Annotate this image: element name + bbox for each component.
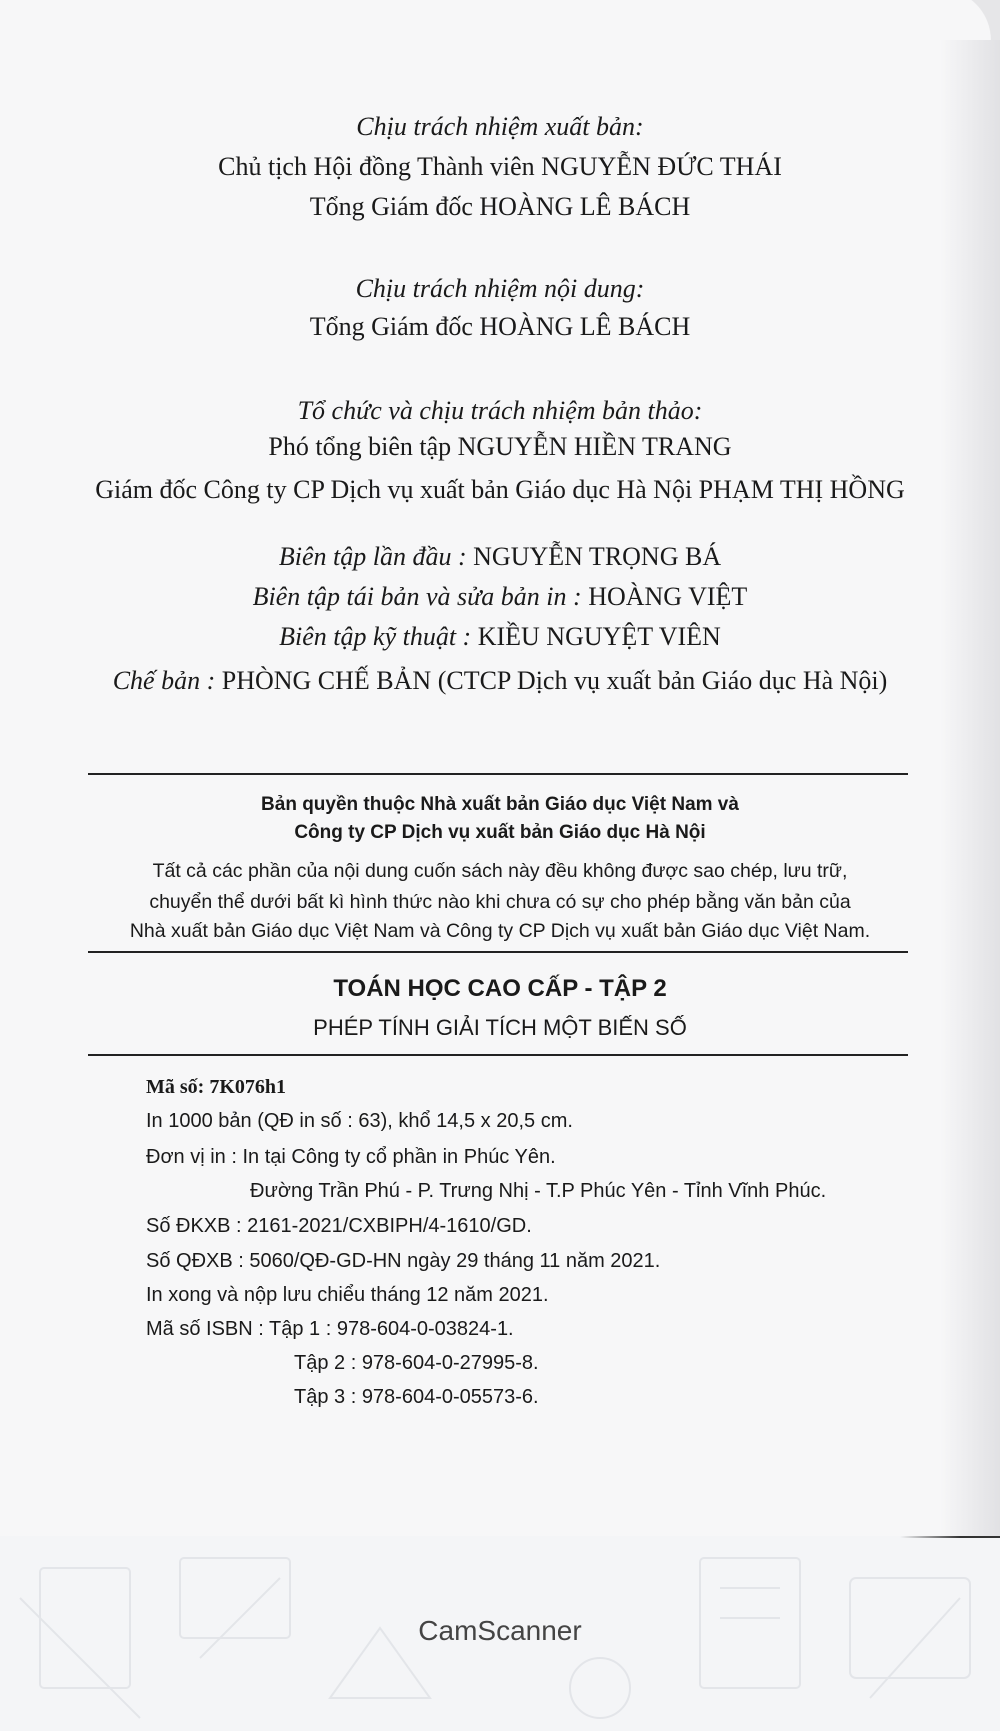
editor-reprint xyxy=(0,582,1000,612)
manuscript-heading: Tổ chức và chịu trách nhiệm bản thảo: xyxy=(297,396,703,425)
divider-top xyxy=(88,773,908,775)
publisher-director: Tổng Giám đốc HOÀNG LÊ BÁCH xyxy=(309,192,691,221)
isbn-volume-3: Tập 3 : 978-604-0-05573-6. xyxy=(294,1386,539,1408)
registration-number: Số ĐKXB : 2161-2021/CXBIPH/4-1610/GD. xyxy=(146,1215,532,1237)
book-code: Mã số: 7K076h1 xyxy=(146,1076,286,1098)
divider-bottom xyxy=(88,1054,908,1056)
editor-typesetting-role: Chế bản : xyxy=(112,666,216,695)
page-corner xyxy=(940,0,1000,40)
editor-technical-role: Biên tập kỹ thuật : xyxy=(279,622,472,651)
book-title: TOÁN HỌC CAO CẤP - TẬP 2 xyxy=(333,975,667,1002)
book-subtitle: PHÉP TÍNH GIẢI TÍCH MỘT BIẾN SỐ xyxy=(313,1015,687,1040)
manuscript-deputy-editor: Phó tổng biên tập NGUYỄN HIỀN TRANG xyxy=(268,432,732,461)
divider-middle xyxy=(88,951,908,953)
manuscript-company-director: Giám đốc Công ty CP Dịch vụ xuất bản Giáo dục Hà Nội PHẠM THỊ HỒNG xyxy=(95,475,905,504)
page-edge-shadow xyxy=(940,0,1000,1538)
editor-typesetting xyxy=(0,666,1000,696)
publisher-chairman: Chủ tịch Hội đồng Thành viên NGUYỄN ĐỨC THÁI xyxy=(218,152,782,181)
deposit-date: In xong và nộp lưu chiểu tháng 12 năm 2021. xyxy=(146,1284,549,1306)
isbn-volume-1: Mã số ISBN : Tập 1 : 978-604-0-03824-1. xyxy=(146,1318,514,1340)
print-run: In 1000 bản (QĐ in số : 63), khổ 14,5 x 20,5 cm. xyxy=(146,1110,573,1132)
copyright-line-1: Bản quyền thuộc Nhà xuất bản Giáo dục Việt Nam và xyxy=(261,794,739,815)
copyright-line-3: Tất cả các phần của nội dung cuốn sách này đều không được sao chép, lưu trữ, xyxy=(152,860,848,882)
isbn-volume-2: Tập 2 : 978-604-0-27995-8. xyxy=(294,1352,539,1374)
copyright-line-4: chuyển thể dưới bất kì hình thức nào khi chưa có sự cho phép bằng văn bản của xyxy=(149,891,851,913)
editor-first-name: NGUYỄN TRỌNG BÁ xyxy=(473,542,722,571)
editor-technical-name: KIỀU NGUYỆT VIÊN xyxy=(477,622,721,651)
publishing-decision: Số QĐXB : 5060/QĐ-GD-HN ngày 29 tháng 11 năm 2021. xyxy=(146,1250,661,1272)
editor-reprint-role: Biên tập tái bản và sửa bản in : xyxy=(252,582,582,611)
camscanner-watermark: CamScanner xyxy=(418,1615,582,1646)
editor-technical xyxy=(0,622,1000,652)
editor-reprint-name: HOÀNG VIỆT xyxy=(588,582,748,611)
content-director: Tổng Giám đốc HOÀNG LÊ BÁCH xyxy=(309,312,691,341)
publisher-responsibility-heading: Chịu trách nhiệm xuất bản: xyxy=(356,112,644,141)
printer-address: Đường Trần Phú - P. Trưng Nhị - T.P Phúc Yên - Tỉnh Vĩnh Phúc. xyxy=(250,1180,827,1202)
printer: Đơn vị in : In tại Công ty cổ phần in Phúc Yên. xyxy=(146,1146,556,1168)
copyright-line-2: Công ty CP Dịch vụ xuất bản Giáo dục Hà Nội xyxy=(294,822,706,843)
editor-typesetting-name: PHÒNG CHẾ BẢN (CTCP Dịch vụ xuất bản Giáo dục Hà Nội) xyxy=(221,666,888,695)
editor-first-role: Biên tập lần đầu : xyxy=(278,542,467,571)
content-responsibility-heading: Chịu trách nhiệm nội dung: xyxy=(355,274,645,303)
copyright-line-5: Nhà xuất bản Giáo dục Việt Nam và Công ty CP Dịch vụ xuất bản Giáo dục Việt Nam. xyxy=(129,920,871,942)
editor-first xyxy=(0,542,1000,572)
